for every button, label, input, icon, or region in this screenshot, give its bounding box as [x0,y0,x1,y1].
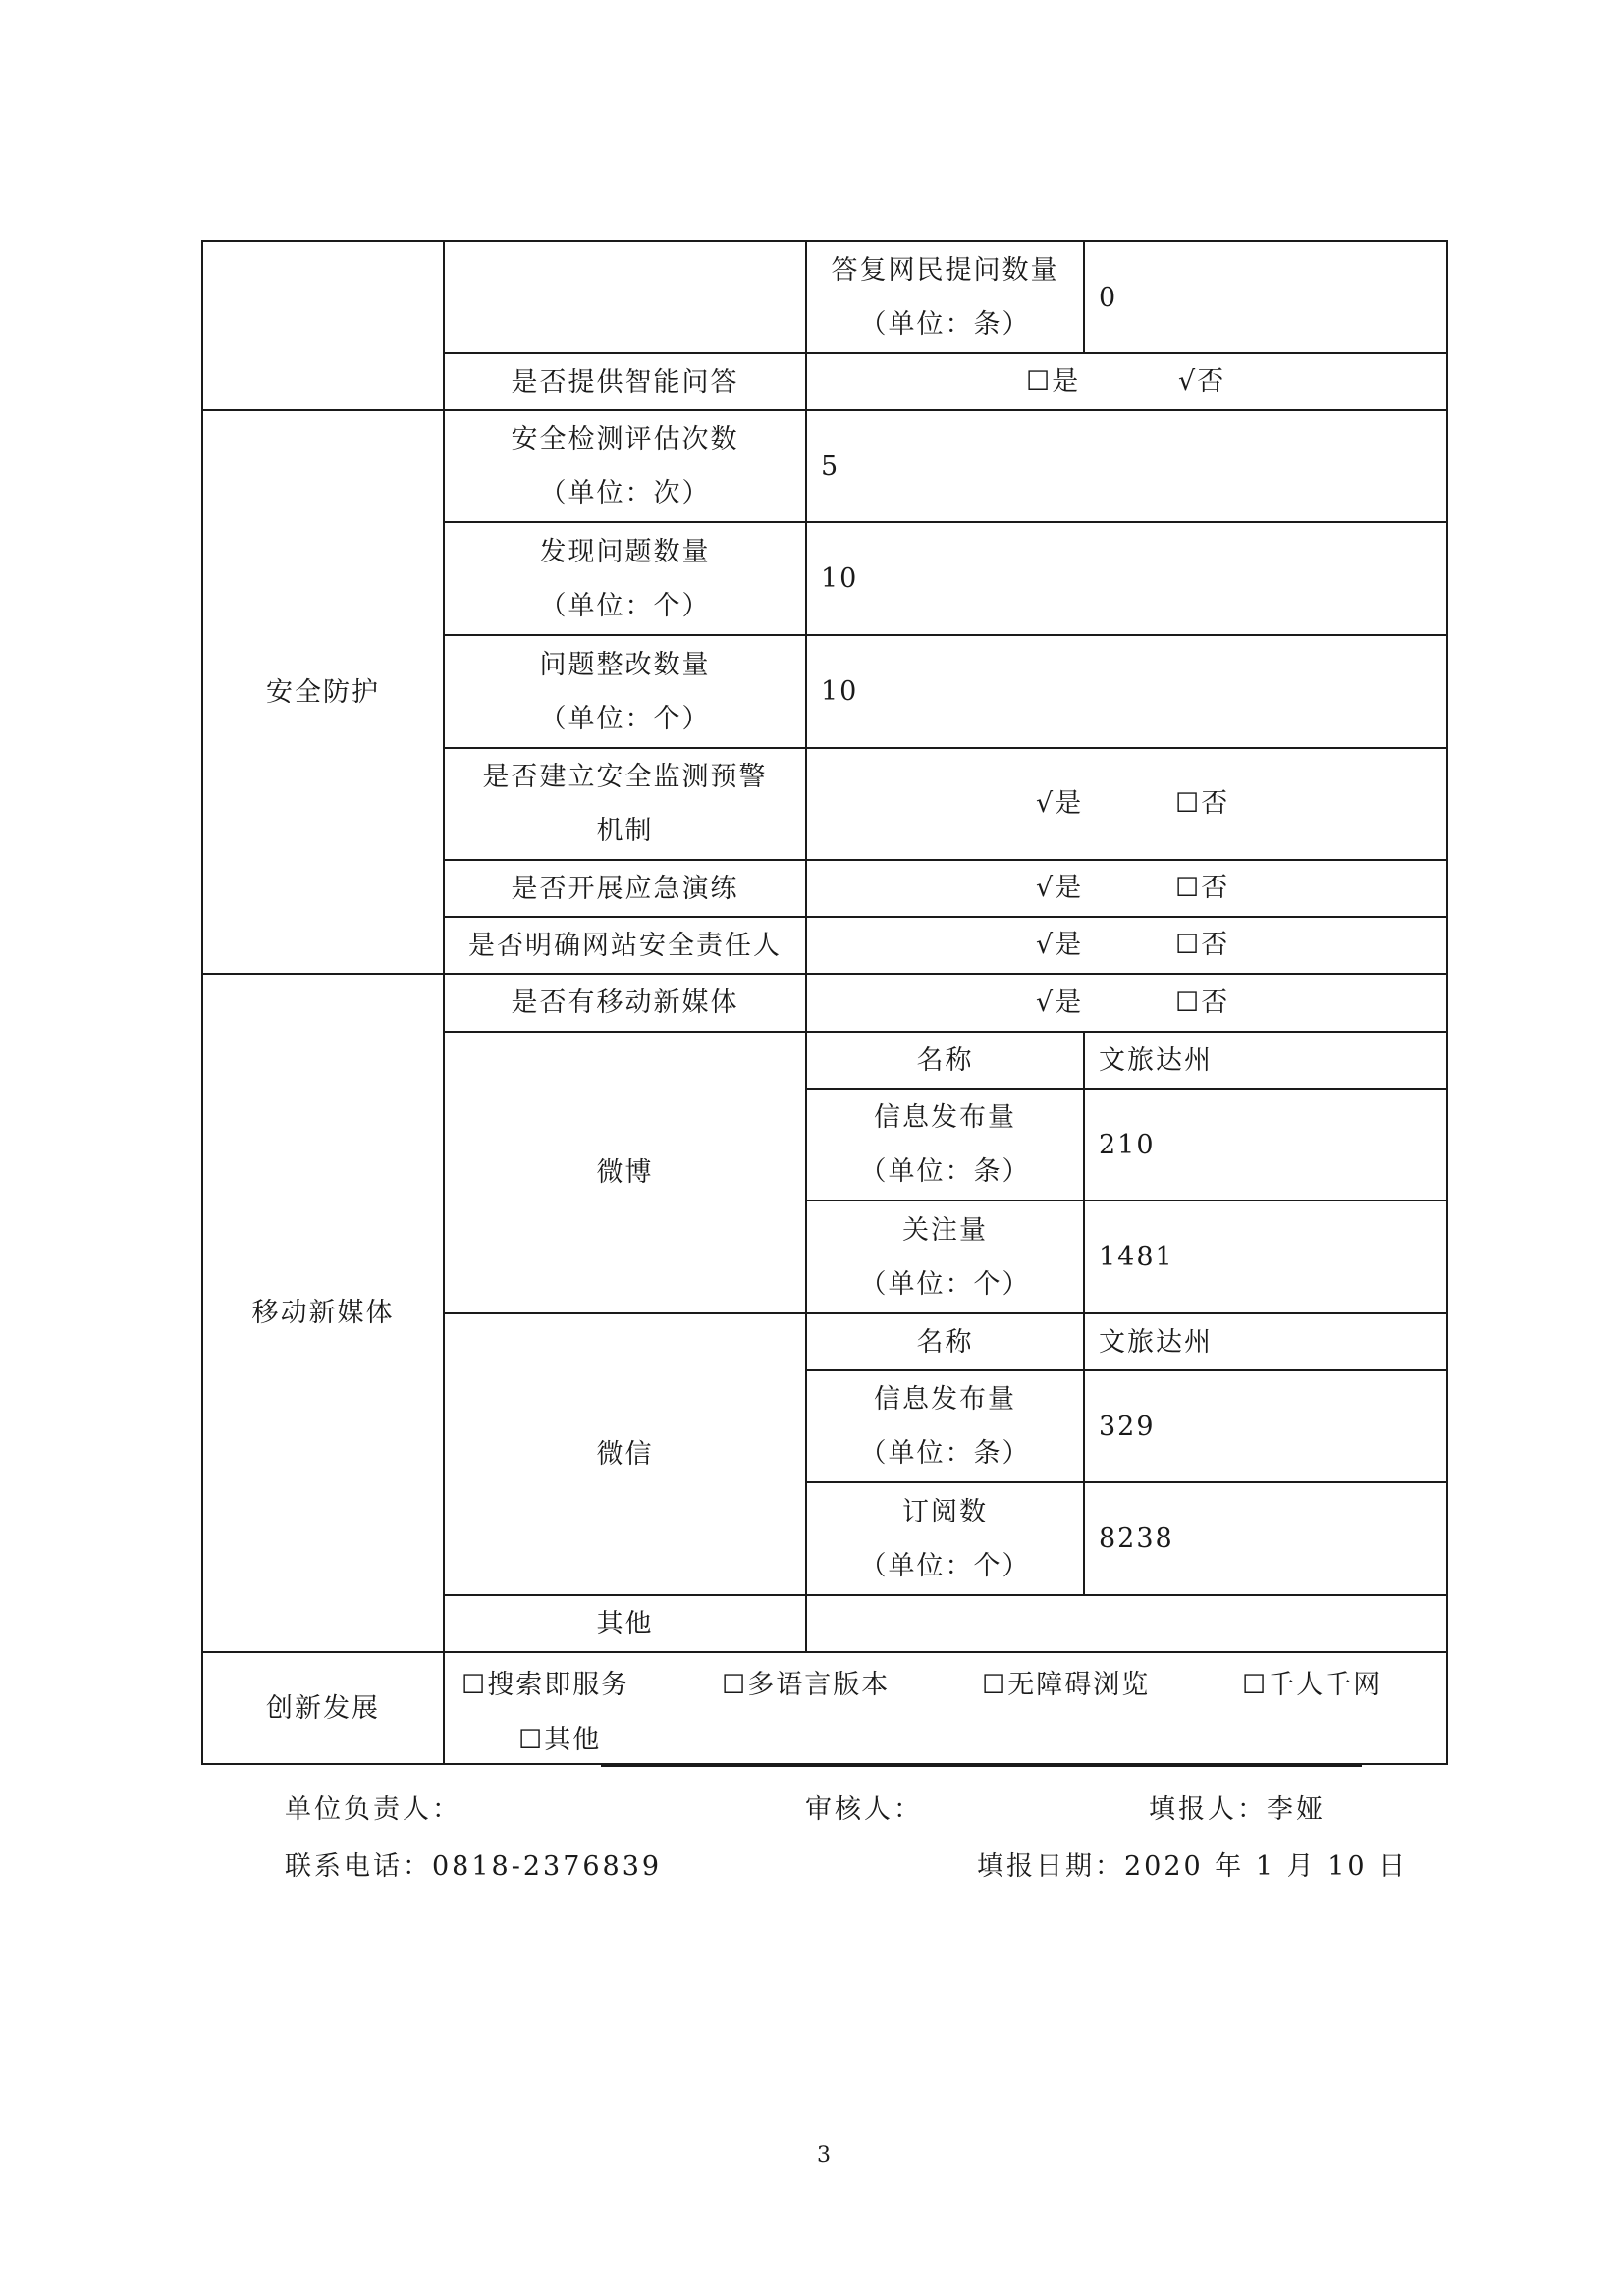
weibo-posts-label-line2: （单位：条） [859,1156,1031,1187]
fixed-issues-value: 10 [821,676,859,707]
innovation-option-multilingual[interactable]: ☐多语言版本 [722,1670,891,1700]
drills-label: 是否开展应急演练 [511,873,739,904]
monitor-warning-no-option[interactable]: ☐否 [1175,788,1230,819]
unit-head-label: 单位负责人： [285,1794,461,1825]
filler-label: 填报人：李娅 [1149,1794,1326,1825]
monitor-warning-yes-option[interactable]: √是 [1036,788,1084,819]
reviewer-label: 审核人： [805,1794,923,1825]
wechat-name-value: 文旅达州 [1099,1326,1213,1358]
reply-questions-label-line1: 答复网民提问数量 [831,255,1059,286]
mobile-section-label: 移动新媒体 [251,1298,395,1328]
weibo-followers-label [807,1201,1083,1312]
assess-times-value: 5 [821,451,840,482]
contact-phone: 联系电话：0818-2376839 [285,1851,663,1882]
wechat-subs-label-line1: 订阅数 [902,1496,988,1527]
has-mobile-no-option[interactable]: ☐否 [1175,988,1230,1018]
smart-qa-no-option[interactable]: √否 [1178,366,1226,397]
found-issues-label-line2: （单位：个） [539,590,711,621]
wechat-name-label: 名称 [916,1326,974,1358]
wechat-posts-label-line2: （单位：条） [859,1438,1031,1468]
wechat-label: 微信 [596,1439,654,1469]
smart-qa-label: 是否提供智能问答 [511,366,739,398]
weibo-followers-label-line1: 关注量 [902,1214,988,1246]
reply-questions-label-line2: （单位：条） [859,309,1031,340]
table-border-right [1446,240,1448,1765]
weibo-posts-label [807,1090,1083,1200]
mobile-other-label: 其他 [596,1609,654,1639]
mobile-other-value[interactable] [807,1596,1446,1651]
innovation-other-label: ☐其他 [518,1725,602,1755]
has-mobile-label: 是否有移动新媒体 [511,988,739,1018]
innovation-option-search[interactable]: ☐搜索即服务 [461,1670,630,1700]
reply-questions-label [807,242,1083,352]
wechat-posts-label-line1: 信息发布量 [874,1384,1016,1415]
weibo-followers-label-line2: （单位：个） [859,1268,1031,1300]
responsible-person-label: 是否明确网站安全责任人 [468,930,782,961]
weibo-label: 微博 [596,1157,654,1188]
wechat-subs-label [807,1483,1083,1594]
monitor-warning-label [445,749,805,859]
found-issues-label-line1: 发现问题数量 [539,536,711,567]
wechat-posts-value: 329 [1099,1411,1156,1442]
assess-times-label-line1: 安全检测评估次数 [511,424,739,454]
drills-yes-option[interactable]: √是 [1036,873,1084,903]
monitor-warning-label-line1: 是否建立安全监测预警 [482,762,768,792]
security-section-label: 安全防护 [266,676,380,708]
page-number: 3 [817,2143,831,2167]
smart-qa-yes-option[interactable]: ☐是 [1026,366,1081,397]
drills-no-option[interactable]: ☐否 [1175,873,1230,903]
innovation-other-blank [601,1735,1362,1767]
found-issues-value: 10 [821,563,859,594]
weibo-posts-value: 210 [1099,1129,1156,1160]
fixed-issues-label [445,636,805,747]
fill-date: 填报日期：2020 年 1 月 10 日 [977,1851,1409,1882]
innovation-section-label: 创新发展 [266,1692,380,1724]
reply-questions-value: 0 [1099,282,1118,313]
weibo-name-label: 名称 [916,1044,974,1076]
has-mobile-yes-option[interactable]: √是 [1036,988,1084,1018]
found-issues-label [445,523,805,634]
weibo-posts-label-line1: 信息发布量 [874,1102,1016,1133]
assess-times-label-line2: （单位：次） [539,478,711,508]
weibo-followers-value: 1481 [1099,1242,1174,1272]
innovation-option-personalized[interactable]: ☐千人千网 [1242,1670,1382,1700]
fixed-issues-label-line1: 问题整改数量 [539,649,711,680]
monitor-warning-label-line2: 机制 [596,816,654,846]
responsible-person-yes-option[interactable]: √是 [1036,930,1084,960]
fixed-issues-label-line2: （单位：个） [539,703,711,734]
wechat-posts-label [807,1371,1083,1481]
wechat-subs-value: 8238 [1099,1523,1174,1554]
innovation-option-other[interactable] [518,1713,1362,1767]
weibo-name-value: 文旅达州 [1099,1044,1213,1076]
assess-times-label [445,411,805,521]
innovation-option-accessibility[interactable]: ☐无障碍浏览 [982,1670,1151,1700]
responsible-person-no-option[interactable]: ☐否 [1175,930,1230,960]
wechat-subs-label-line2: （单位：个） [859,1550,1031,1581]
